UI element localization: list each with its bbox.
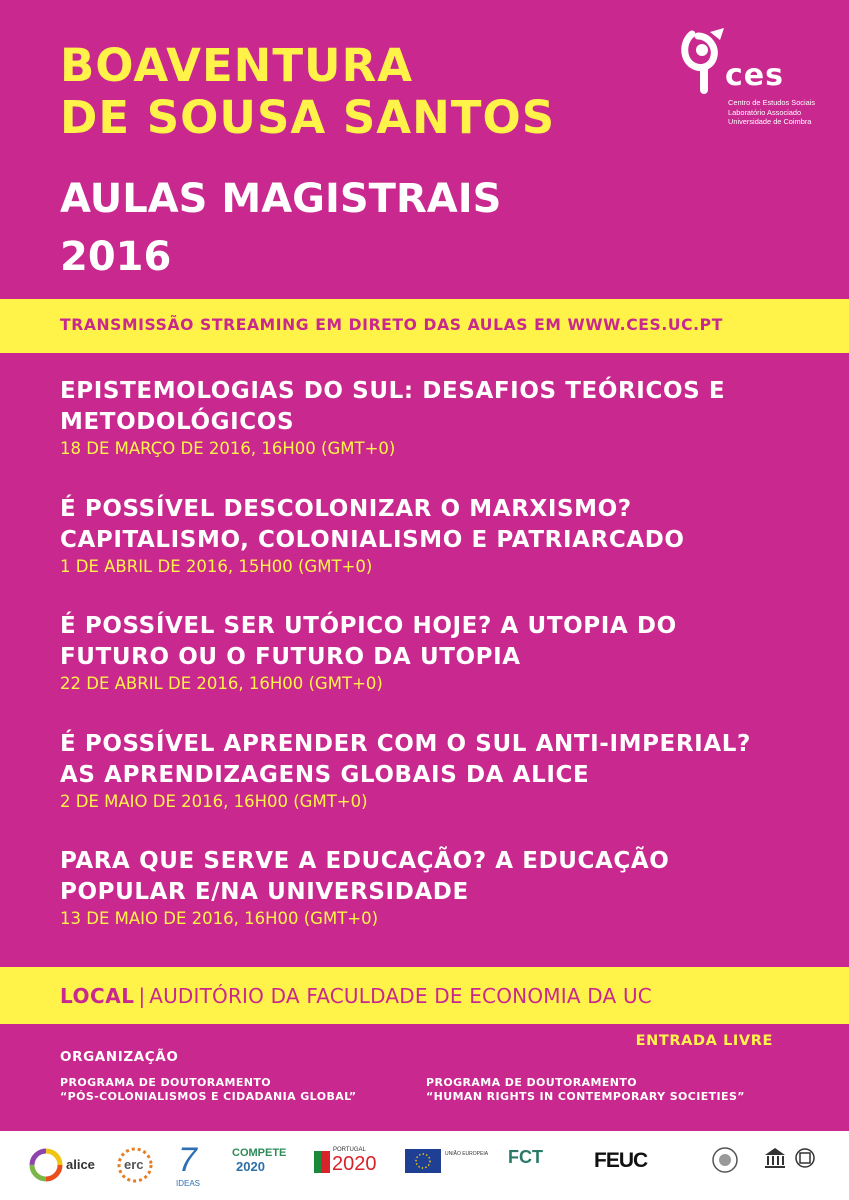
author-line-2: DE SOUSA SANTOS — [60, 91, 556, 144]
streaming-band — [0, 299, 849, 353]
ces-logo — [680, 26, 830, 126]
erc-logo — [115, 1145, 155, 1185]
lecture-date: 1 DE ABRIL DE 2016, 15H00 (GMT+0) — [60, 556, 373, 576]
lecture-title — [60, 846, 820, 908]
lecture-title-line: POPULAR E/NA UNIVERSIDADE — [60, 879, 469, 905]
compete-wordmark: COMPETE — [232, 1147, 287, 1159]
lecture-title-line: É POSSÍVEL DESCOLONIZAR O MARXISMO? — [60, 495, 632, 522]
world-heritage-icon — [794, 1147, 816, 1169]
portugal-label: PORTUGAL — [333, 1147, 366, 1153]
location-band — [0, 967, 849, 1024]
lecture-date: 18 DE MARÇO DE 2016, 16H00 (GMT+0) — [60, 439, 396, 458]
streaming-text: TRANSMISSÃO STREAMING EM DIRETO DAS AULAS EM WWW.CES.UC.PT — [60, 316, 723, 334]
feuc-logo — [594, 1149, 664, 1185]
lecture-title-line: FUTURO OU O FUTURO DA UTOPIA — [60, 644, 521, 670]
compete-year: 2020 — [236, 1159, 265, 1174]
alice-wordmark: alice — [66, 1157, 95, 1172]
lecture-date: 22 DE ABRIL DE 2016, 16H00 (GMT+0) — [60, 674, 383, 693]
lecture-title-line: METODOLÓGICOS — [60, 409, 295, 435]
lecture-title — [60, 376, 820, 438]
unesco-temple-icon — [762, 1145, 788, 1171]
series-line-1: AULAS MAGISTRAIS — [60, 176, 502, 222]
author-line-1: BOAVENTURA — [60, 39, 414, 92]
feuc-wordmark: FEUC — [594, 1149, 648, 1172]
free-entry-note: ENTRADA LIVRE — [635, 1033, 773, 1049]
ces-subtitle — [728, 98, 815, 127]
location-text — [60, 984, 652, 1008]
fp7-ideas-logo — [170, 1141, 210, 1191]
portugal-2020-logo — [314, 1147, 394, 1187]
sponsor-logo-strip — [0, 1131, 849, 1200]
series-title — [60, 170, 501, 286]
organizer-program-b — [426, 1076, 745, 1104]
lecture-item — [60, 846, 820, 964]
organization-label: ORGANIZAÇÃO — [60, 1049, 179, 1065]
program-b-line-1: PROGRAMA DE DOUTORAMENTO — [426, 1076, 638, 1089]
lecture-title-line: AS APRENDIZAGENS GLOBAIS DA ALICE — [60, 761, 590, 788]
eu-flag-icon — [405, 1149, 441, 1173]
alice-logo — [28, 1145, 98, 1185]
erc-wordmark: erc — [124, 1157, 144, 1172]
lecture-list — [60, 376, 820, 964]
lecture-title — [60, 729, 820, 791]
fp7-number: 7 — [178, 1141, 197, 1179]
uc-seal-logo — [700, 1145, 750, 1185]
lecture-item — [60, 494, 820, 612]
eu-label: UNIÃO EUROPEIA — [445, 1151, 489, 1157]
lecture-item — [60, 376, 820, 494]
program-b-line-2: “HUMAN RIGHTS IN CONTEMPORARY SOCIETIES” — [426, 1090, 745, 1103]
lecture-title-line: PARA QUE SERVE A EDUCAÇÃO? A EDUCAÇÃO — [60, 848, 670, 874]
ces-wordmark: ces — [725, 58, 784, 93]
ces-sub-2: Laboratório Associado — [728, 107, 802, 117]
eu-logo — [405, 1149, 495, 1185]
lecture-item — [60, 611, 820, 729]
location-separator: | — [138, 984, 146, 1008]
portugal-year: 2020 — [332, 1153, 377, 1175]
alice-swirl-icon — [28, 1147, 64, 1183]
author-name — [60, 40, 555, 144]
portugal-flag-icon — [314, 1151, 330, 1173]
location-place: AUDITÓRIO DA FACULDADE DE ECONOMIA DA UC — [149, 984, 652, 1008]
uc-seal-icon — [710, 1145, 740, 1175]
compete-2020-logo — [232, 1147, 302, 1187]
lecture-title — [60, 611, 820, 673]
lecture-title-line: CAPITALISMO, COLONIALISMO E PATRIARCADO — [60, 526, 685, 553]
ideas-wordmark: IDEAS — [176, 1179, 201, 1188]
lecture-item — [60, 729, 820, 847]
fct-logo — [508, 1147, 578, 1183]
lecture-date: 13 DE MAIO DE 2016, 16H00 (GMT+0) — [60, 909, 379, 928]
ces-sub-3: Universidade de Coimbra — [728, 117, 812, 126]
series-year: 2016 — [60, 234, 172, 280]
lecture-title-line: É POSSÍVEL SER UTÓPICO HOJE? A UTOPIA DO — [60, 613, 677, 639]
program-a-line-1: PROGRAMA DE DOUTORAMENTO — [60, 1076, 272, 1089]
location-label: LOCAL — [60, 984, 135, 1008]
ces-sub-1: Centro de Estudos Sociais — [728, 98, 816, 107]
lecture-title — [60, 494, 820, 556]
organizer-program-a — [60, 1076, 357, 1104]
unesco-logo — [762, 1145, 832, 1185]
lecture-title-line: EPISTEMOLOGIAS DO SUL: DESAFIOS TEÓRICOS E — [60, 378, 726, 404]
lecture-date: 2 DE MAIO DE 2016, 16H00 (GMT+0) — [60, 791, 368, 811]
lecture-title-line: É POSSÍVEL APRENDER COM O SUL ANTI-IMPERIAL? — [60, 730, 751, 757]
program-a-line-2: “PÓS-COLONIALISMOS E CIDADANIA GLOBAL” — [60, 1090, 357, 1103]
fct-wordmark: FCT — [508, 1147, 543, 1167]
